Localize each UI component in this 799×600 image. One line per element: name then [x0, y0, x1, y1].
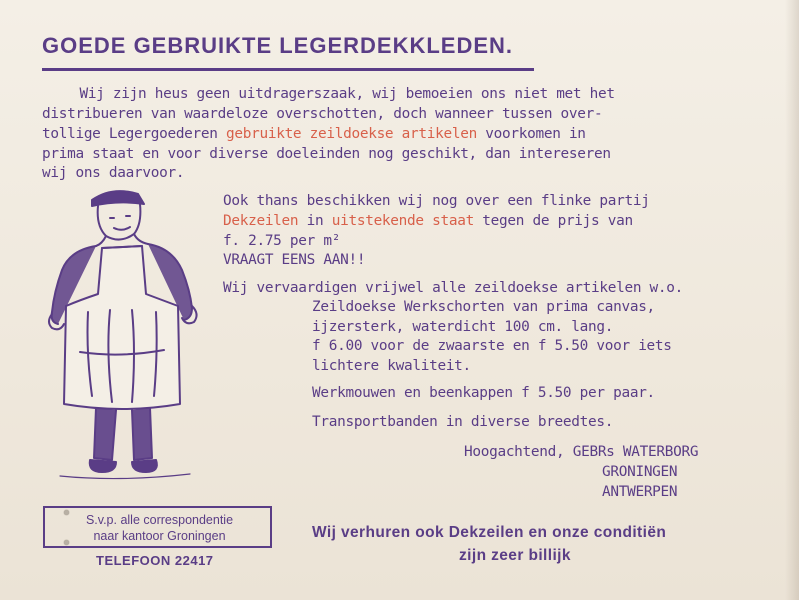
offer-dekzeilen: Dekzeilen	[223, 213, 299, 229]
offer-call-to-action: VRAAGT EENS AAN!!	[223, 252, 366, 268]
manufacture-line-4: f 6.00 voor de zwaarste en f 5.50 voor iets	[312, 338, 672, 354]
manufacture-line-5: lichtere kwaliteit.	[312, 358, 471, 374]
correspondence-line-1: S.v.p. alle correspondentie	[85, 513, 234, 527]
intro-highlight: gebruikte zeildoekse artikelen	[226, 126, 477, 142]
offer-price-intro: tegen de prijs van	[473, 213, 633, 229]
manufacture-product: Zeildoekse Werkschorten van prima canvas,	[312, 299, 655, 315]
sleeves-line: Werkmouwen en beenkappen f 5.50 per paar.	[312, 385, 655, 401]
belts-line: Transportbanden in diverse breedtes.	[312, 414, 614, 430]
correspondence-line-2: naar kantoor Groningen	[93, 529, 226, 543]
footer-line-2: zijn zeer billijk	[459, 547, 571, 564]
man-in-apron-illustration	[40, 182, 208, 482]
offer-line-1: Ook thans beschikken wij nog over een flinke partij	[223, 193, 650, 209]
document-title: GOEDE GEBRUIKTE LEGERDEKKLEDEN.	[42, 33, 514, 58]
offer-condition: uitstekende staat	[331, 213, 474, 229]
title-underline	[42, 68, 534, 71]
intro-line-3	[42, 124, 586, 145]
intro-line-5: wij ons daarvoor.	[42, 165, 185, 181]
intro-line-4: prima staat en voor diverse doeleinden nog geschikt, dan intereseren	[42, 146, 611, 162]
telephone-number: TELEFOON 22417	[96, 553, 214, 568]
signature-city-2: ANTWERPEN	[602, 484, 678, 500]
correspondence-box	[43, 506, 272, 548]
offer-line-2	[223, 211, 633, 232]
manufacture-line-1: Wij vervaardigen vrijwel alle zeildoekse artikelen w.o.	[223, 280, 684, 296]
page-edge-shadow	[785, 0, 799, 600]
intro-line-3-end: voorkomen in	[476, 126, 586, 142]
staple-hole-bottom	[64, 540, 69, 545]
staple-hole-top	[64, 510, 69, 515]
offer-in: in	[298, 213, 332, 229]
footer-line-1: Wij verhuren ook Dekzeilen en onze conditiën	[312, 524, 667, 541]
intro-line-1: Wij zijn heus geen uitdragerszaak, wij bemoeien ons niet met het	[46, 86, 615, 102]
manufacture-line-3: ijzersterk, waterdicht 100 cm. lang.	[312, 319, 614, 335]
intro-line-3-start: tollige Legergoederen	[42, 126, 227, 142]
signature-city-1: GRONINGEN	[602, 464, 678, 480]
intro-line-2: distribueren van waardeloze overschotten, doch wanneer tussen over-	[42, 106, 603, 122]
signature-line-1: Hoogachtend, GEBRs WATERBORG	[464, 444, 699, 460]
offer-price: f. 2.75 per m²	[223, 233, 341, 249]
